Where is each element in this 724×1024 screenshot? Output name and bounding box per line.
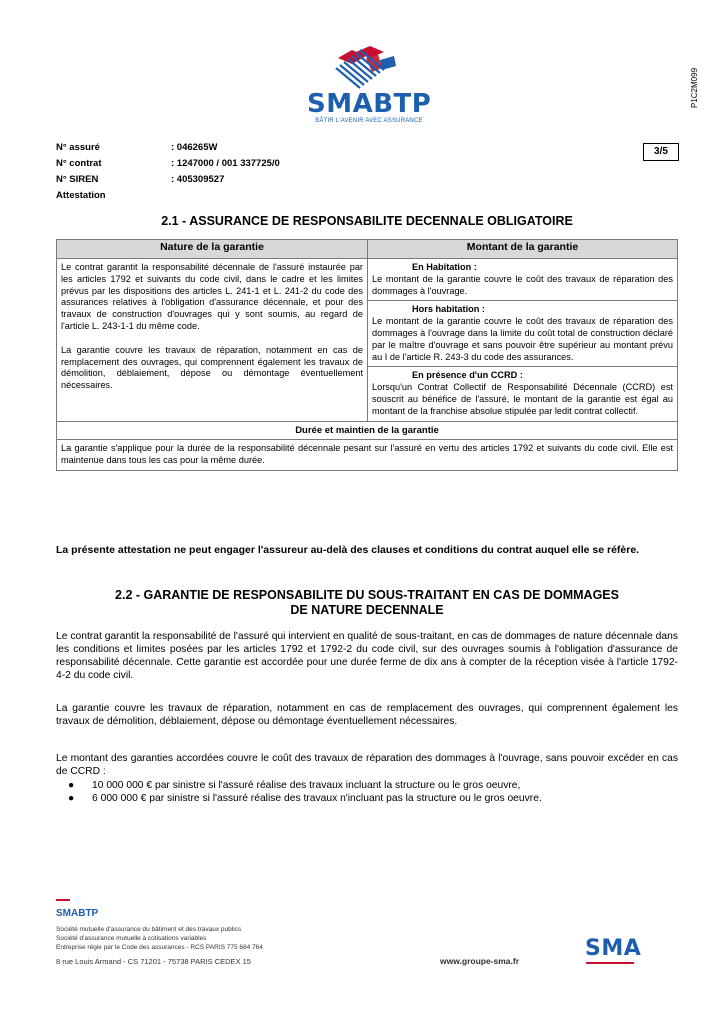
- nature-paragraph: La garantie couvre les travaux de réparation, notamment en cas de remplacement des ouvrages, qui comprennent également les travaux de démolition, déblaiement, dépose ou démontage éventuellement nécessaires.: [61, 344, 363, 391]
- section-title-line: 2.2 - GARANTIE DE RESPONSABILITE DU SOUS-TRAITANT EN CAS DE DOMMAGES: [115, 588, 619, 602]
- smabtp-logo-mark: [330, 46, 400, 92]
- nature-cell: [57, 259, 368, 422]
- table-header-nature: Nature de la garantie: [57, 240, 368, 259]
- duration-cell: [57, 440, 678, 471]
- footer-legal-line: Société mutuelle d'assurance du bâtiment et des travaux publics: [56, 926, 242, 933]
- footer-accent-line: [56, 899, 70, 901]
- montant-text: Le montant de la garantie couvre le coût des travaux de réparation des dommages à l'ouvrage.: [372, 273, 673, 296]
- identification-block: [56, 140, 280, 204]
- section-title-line: DE NATURE DECENNALE: [290, 603, 444, 617]
- bullet-text: 6 000 000 € par sinistre si l'assuré réalise des travaux n'incluant pas la structure ou le gros oeuvre.: [92, 793, 542, 804]
- montant-text: Le montant de la garantie couvre le coût des travaux de réparation des dommages à l'ouvrage dans la limite du coût total de construction déclaré par le maître d'ouvrage et sans pouvoir être supérieur au montant prévu au I de l'article R. 243-3 du code des assurances.: [372, 316, 673, 362]
- sma-logo-bar: [586, 962, 634, 964]
- ident-label: N° contrat: [56, 158, 102, 169]
- footer-legal: [56, 925, 263, 952]
- montant-cell-hors-habitation: [368, 301, 678, 367]
- bullet-list: [68, 779, 542, 805]
- list-item: [68, 779, 542, 792]
- footer-legal-line: Entreprise régie par le Code des assurances - RCS PARIS 775 684 764: [56, 944, 263, 951]
- brand-logo-text: SMABTP: [307, 89, 432, 119]
- page-number-box: 3/5: [643, 143, 679, 161]
- footer-brand: SMABTP: [56, 908, 99, 919]
- guarantee-table: [56, 239, 678, 471]
- list-item: [68, 792, 542, 805]
- bullet-icon: ●: [68, 793, 75, 804]
- montant-cell-habitation: [368, 259, 678, 301]
- sma-logo: SMA: [585, 936, 642, 961]
- section-title-2-2: [56, 588, 678, 618]
- duration-header: Durée et maintien de la garantie: [57, 421, 678, 440]
- montant-subtitle: En présence d'un CCRD :: [412, 370, 523, 381]
- body-paragraph: Le montant des garanties accordées couvre le coût des travaux de réparation des dommages à l'ouvrage, sans pouvoir excéder en cas de CCRD :: [56, 753, 678, 777]
- ident-label: N° assuré: [56, 142, 100, 153]
- ident-label: Attestation: [56, 190, 106, 201]
- montant-subtitle: En Habitation :: [412, 262, 477, 272]
- disclaimer-text: La présente attestation ne peut engager l'assureur au-delà des clauses et conditions du contrat auquel elle se réfère.: [56, 544, 640, 556]
- ident-value: : 405309527: [171, 174, 225, 185]
- bullet-text: 10 000 000 € par sinistre si l'assuré réalise des travaux incluant la structure ou le gros oeuvre,: [92, 780, 521, 791]
- table-header-montant: Montant de la garantie: [368, 240, 678, 259]
- duration-text: La garantie s'applique pour la durée de la responsabilité décennale pesant sur l'assuré en vertu des articles 1792 et suivants du code civil. Elle est maintenue dans tous les cas pour la même durée.: [61, 443, 673, 466]
- body-paragraph: Le contrat garantit la responsabilité de l'assuré qui intervient en qualité de sous-traitant, en cas de dommages de nature décennale dans les conditions et limites posées par les articles 1792 et 1792-2 du code civil, sur des ouvrages soumis à l'obligation d'assurance de responsabilité décennale. Cette garantie est accordée pour une durée ferme de dix ans à compter de la réception visée à l'article 1792-4-2 du code civil.: [56, 631, 678, 681]
- montant-text: Lorsqu'un Contrat Collectif de Responsabilité Décennale (CCRD) est souscrit au bénéfice de l'assuré, le montant de la garantie est égal au montant de la franchise absolue stipulée par ledit contrat collectif.: [372, 382, 673, 416]
- section-title-2-1: 2.1 - ASSURANCE DE RESPONSABILITE DECENNALE OBLIGATOIRE: [161, 214, 573, 228]
- bullet-icon: ●: [68, 780, 75, 791]
- ident-label: N° SIREN: [56, 174, 99, 185]
- footer-legal-line: Société d'assurance mutuelle à cotisations variables: [56, 935, 207, 942]
- montant-subtitle: Hors habitation :: [412, 304, 485, 315]
- ident-value: : 046265W: [171, 142, 218, 153]
- ident-value: : 1247000 / 001 337725/0: [171, 158, 280, 169]
- brand-tagline: BÂTIR L'AVENIR AVEC ASSURANCE: [315, 118, 423, 124]
- montant-cell-ccrd: [368, 367, 678, 421]
- footer-website-link[interactable]: www.groupe-sma.fr: [440, 956, 520, 966]
- document-ref-code: P1C2M099: [690, 67, 699, 108]
- body-paragraph: La garantie couvre les travaux de réparation, notamment en cas de remplacement des ouvrages, qui comprennent également les travaux de démolition, déblaiement, dépose ou démontage éventuellement nécessaires.: [56, 703, 678, 727]
- nature-paragraph: Le contrat garantit la responsabilité décennale de l'assuré instaurée par les articles 1792 et suivants du code civil, dans le cadre et les limites prévus par les dispositions des articles L. 241-1 et L. 241-2 du code des assurances relatives à l'obligation d'assurance décennale, et pour des travaux de construction d'ouvrages qui y sont soumis, au regard de l'article L. 243-1-1 du même code.: [61, 262, 363, 331]
- footer-address: 8 rue Louis Armand - CS 71201 - 75738 PARIS CEDEX 15: [56, 957, 251, 966]
